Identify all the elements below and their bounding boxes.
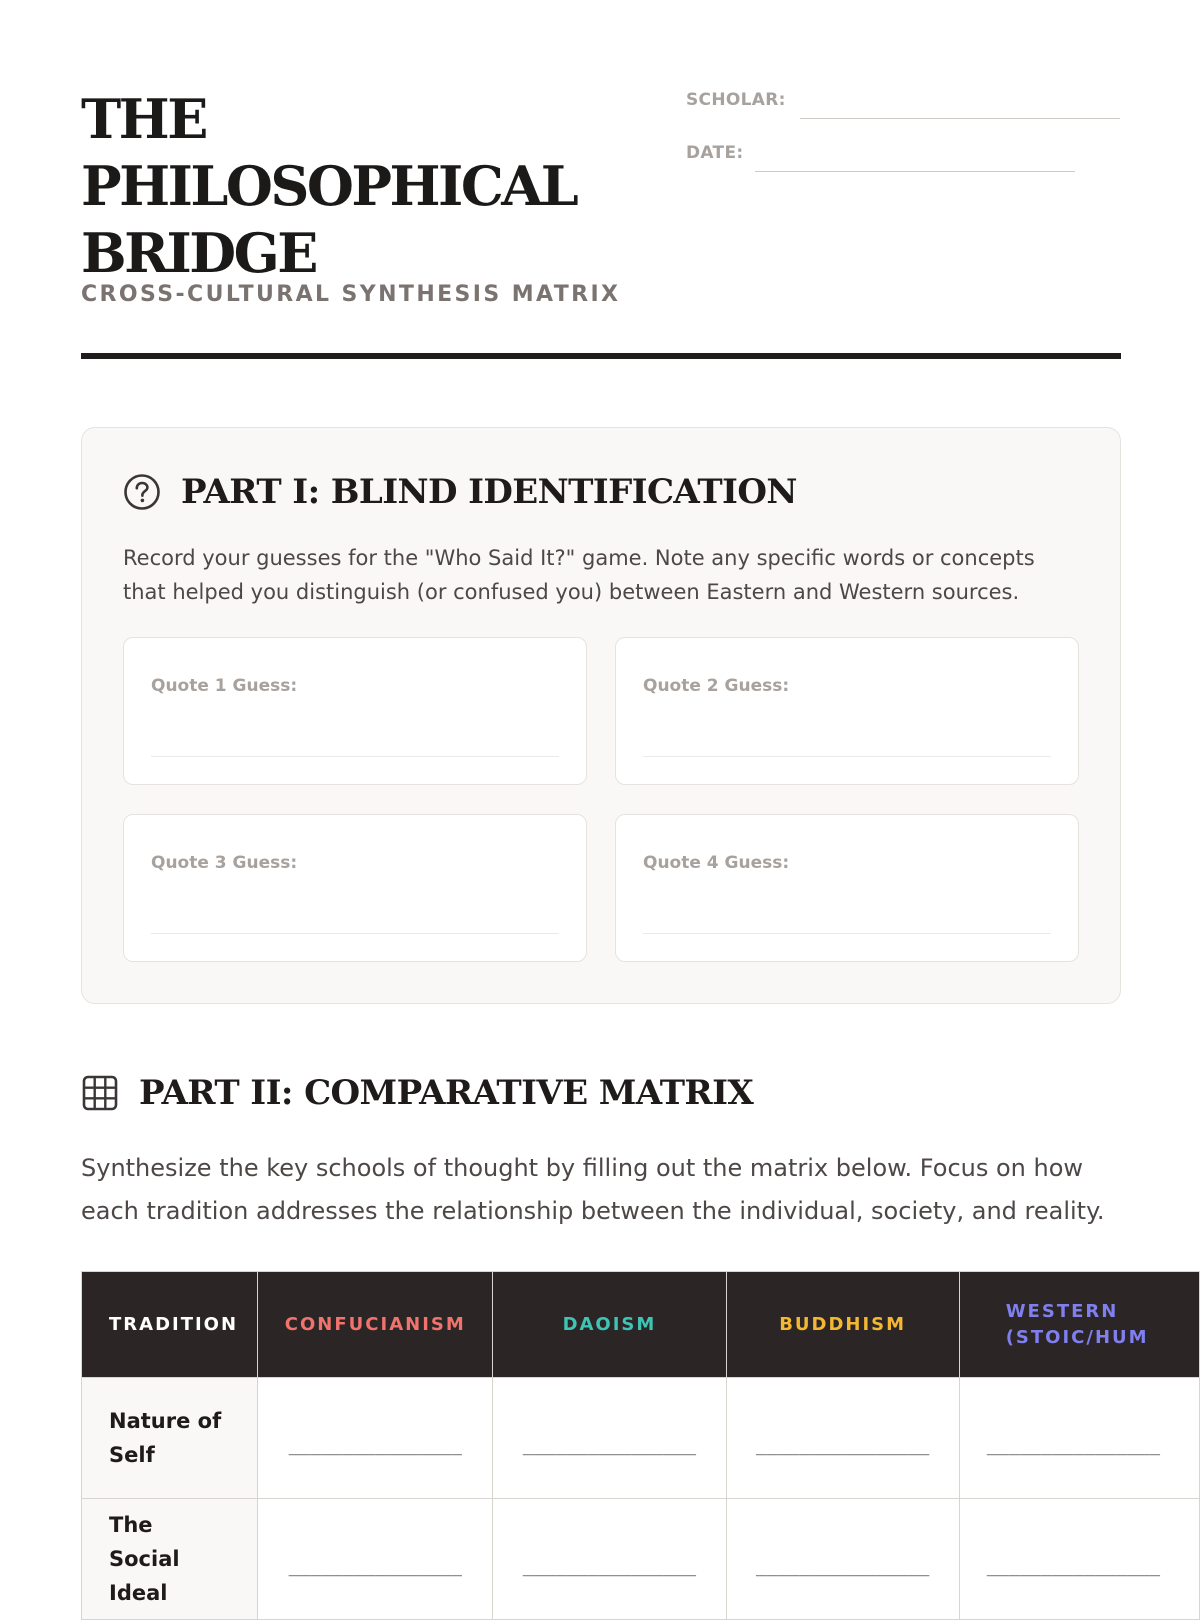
part2-title: PART II: COMPARATIVE MATRIX [139,1073,754,1113]
scholar-field[interactable] [800,118,1120,119]
answer-cell[interactable]: ________________ [959,1378,1199,1499]
table-row [82,1378,1200,1499]
page-subtitle: CROSS-CULTURAL SYNTHESIS MATRIX [81,282,621,307]
date-label: DATE: [686,143,744,163]
answer-cell[interactable]: ________________ [726,1499,959,1620]
column-header-tradition: TRADITION [82,1272,258,1378]
quote-2-box[interactable] [615,637,1079,785]
date-field[interactable] [755,171,1075,172]
part1-header [123,472,797,512]
part1-card [81,427,1121,1004]
answer-cell[interactable]: ________________ [258,1499,493,1620]
quote-4-box[interactable] [615,814,1079,962]
answer-cell[interactable]: ________________ [493,1378,726,1499]
quote-label: Quote 1 Guess: [151,676,298,696]
quote-3-box[interactable] [123,814,587,962]
quote-answer-line[interactable] [643,933,1051,934]
row-label-social-ideal: The Social Ideal [82,1499,258,1620]
column-header-daoism: DAOISM [493,1272,726,1378]
answer-cell[interactable]: ________________ [726,1378,959,1499]
column-header-buddhism: BUDDHISM [726,1272,959,1378]
quote-answer-line[interactable] [151,933,559,934]
column-header-confucianism: CONFUCIANISM [258,1272,493,1378]
header-divider [81,353,1121,359]
quote-label: Quote 3 Guess: [151,853,298,873]
grid-table-icon [81,1074,119,1112]
comparative-matrix [81,1271,1200,1620]
table-row [82,1499,1200,1620]
answer-cell[interactable]: ________________ [493,1499,726,1620]
part2-description: Synthesize the key schools of thought by filling out the matrix below. Focus on how each tradition addresses the relationship between the individual, society, and reality. [81,1154,1105,1225]
part1-description: Record your guesses for the "Who Said It?" game. Note any specific words or concepts that helped you distinguish (or confused you) between Eastern and Western sources. [123,546,1035,604]
title-line: THE [81,87,206,151]
matrix-header-row [82,1272,1200,1378]
quote-1-box[interactable] [123,637,587,785]
quote-label: Quote 4 Guess: [643,853,790,873]
part1-title: PART I: BLIND IDENTIFICATION [181,472,797,512]
quote-label: Quote 2 Guess: [643,676,790,696]
row-label-nature-of-self: Nature of Self [82,1378,258,1499]
page-title [81,86,576,287]
part2-header [81,1073,753,1113]
answer-cell[interactable]: ________________ [258,1378,493,1499]
title-line: BRIDGE [81,221,316,285]
quote-answer-line[interactable] [643,756,1051,757]
answer-cell[interactable]: ________________ [959,1499,1199,1620]
quote-answer-line[interactable] [151,756,559,757]
question-circle-icon [123,473,161,511]
title-line: PHILOSOPHICAL [81,154,577,218]
scholar-label: SCHOLAR: [686,90,786,110]
column-header-western: WESTERN (STOIC/HUM [959,1272,1199,1378]
